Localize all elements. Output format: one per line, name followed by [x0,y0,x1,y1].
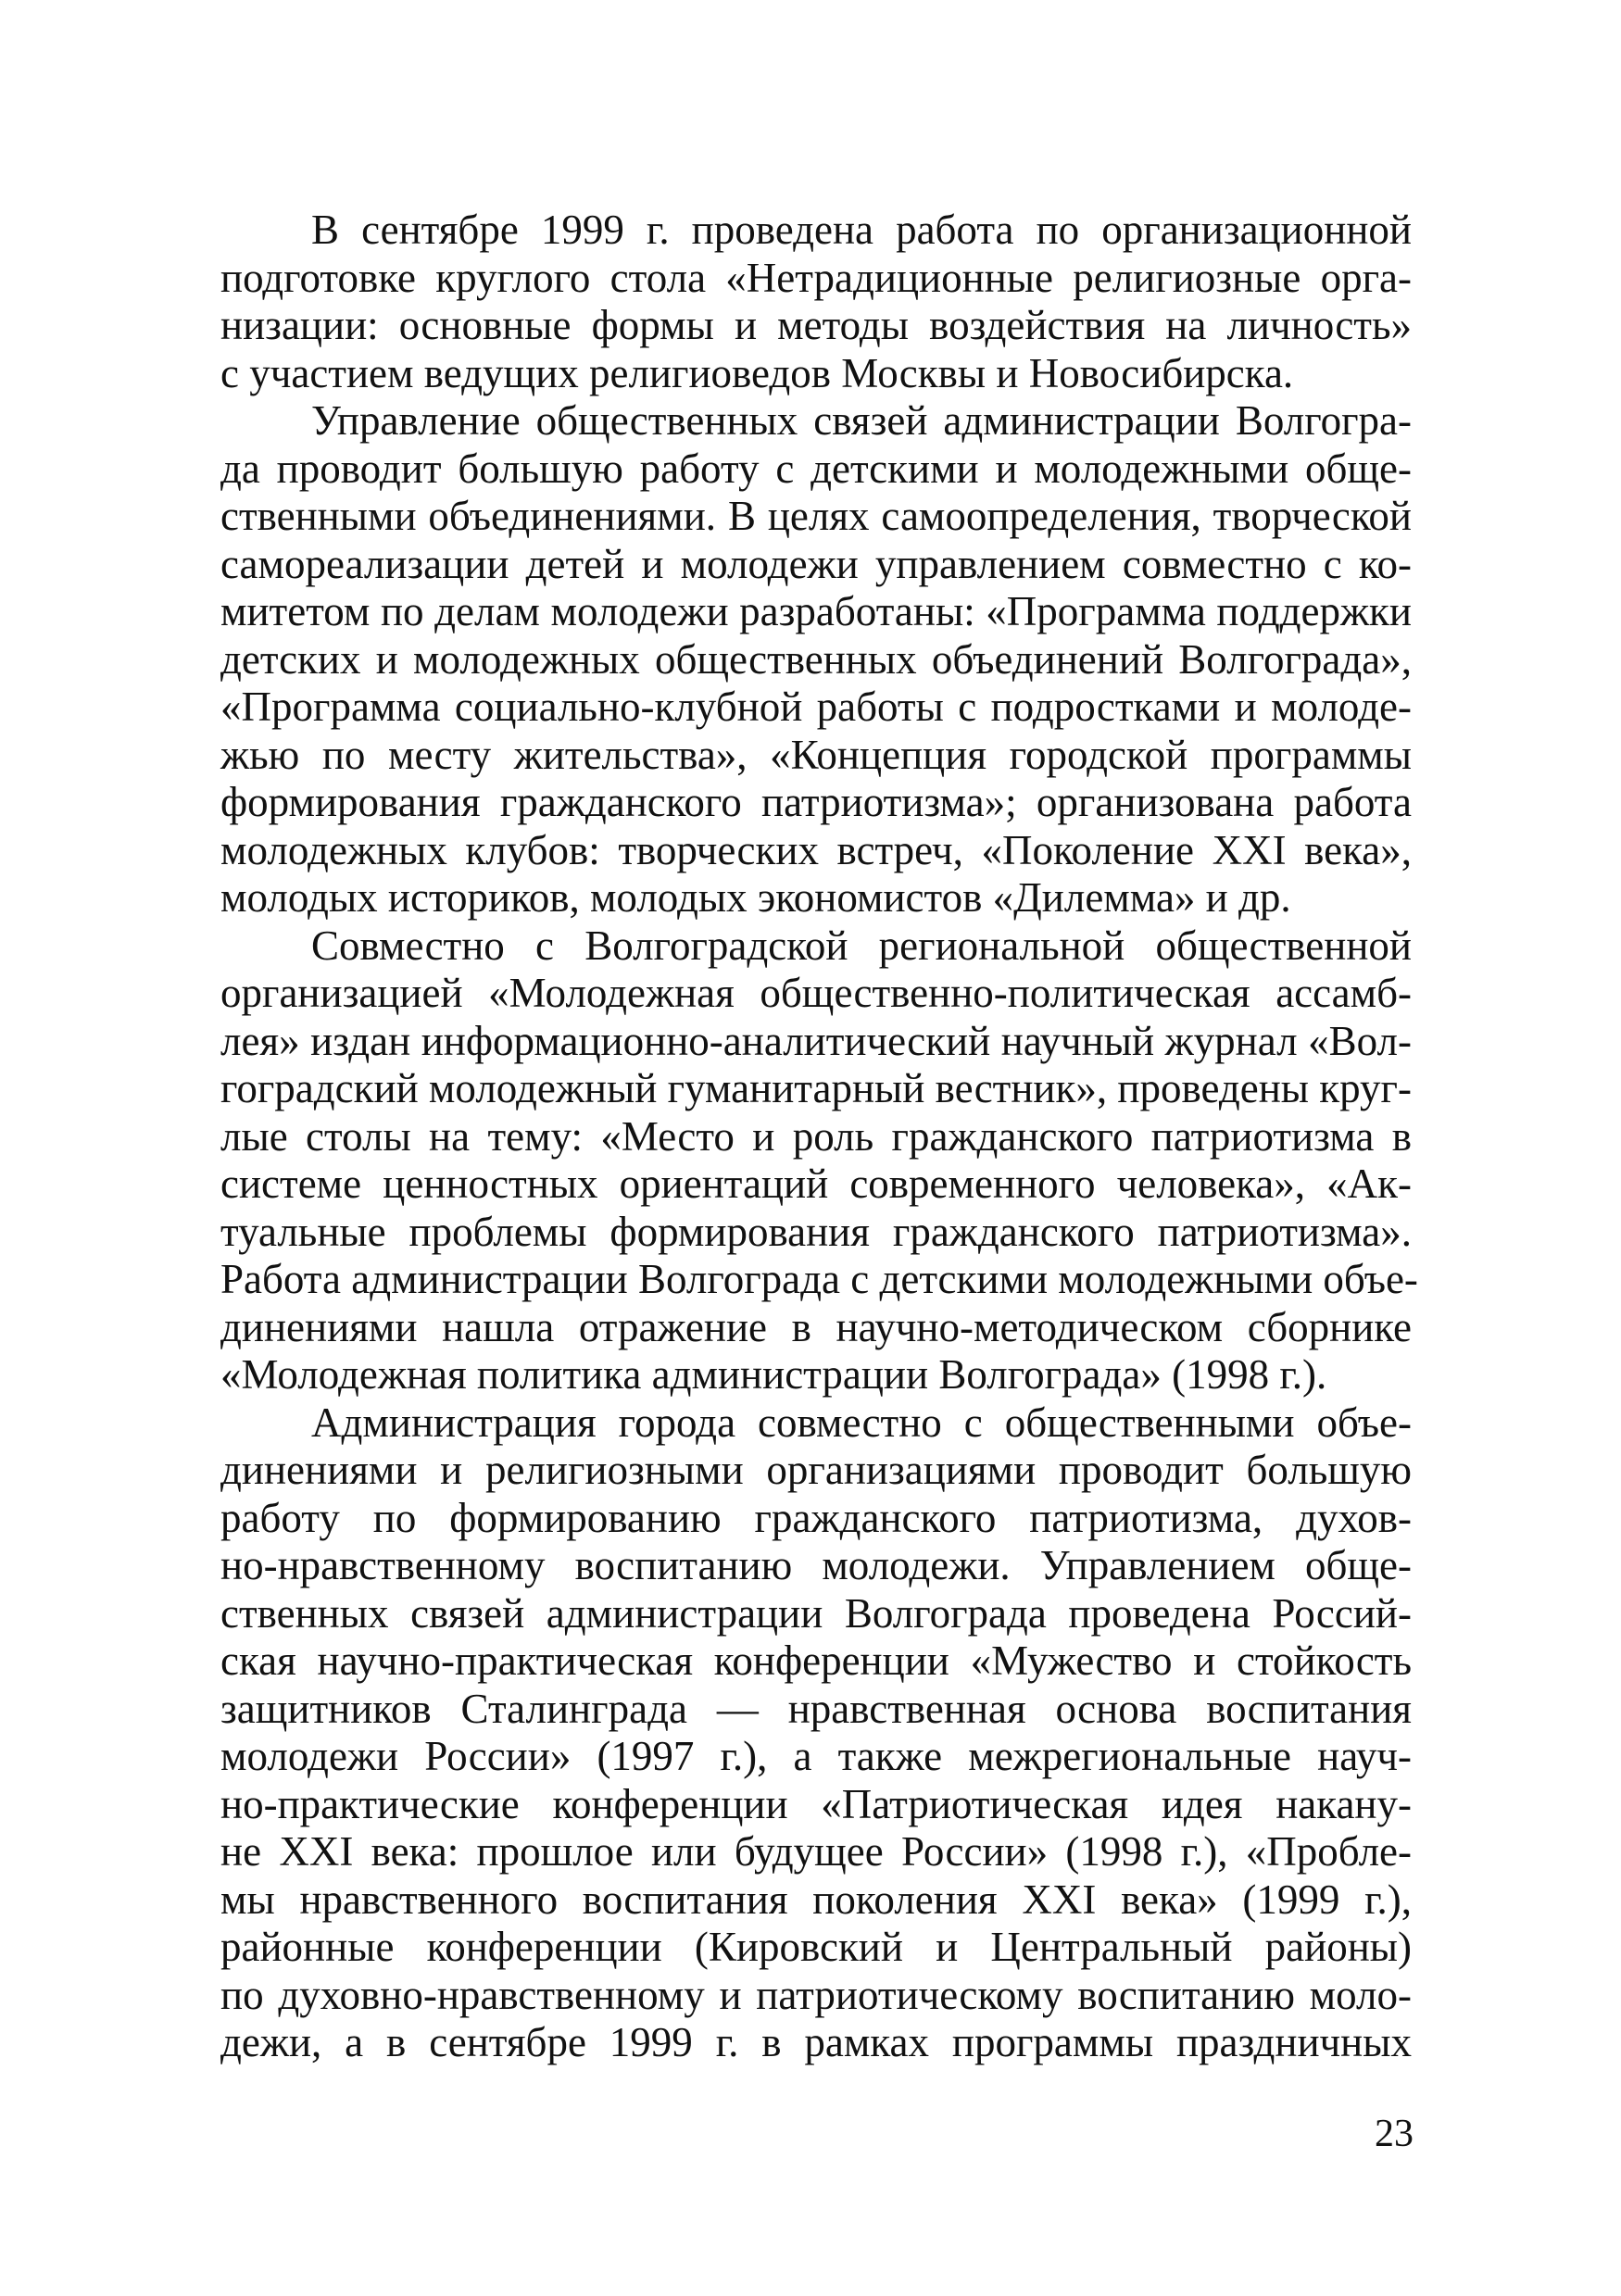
paragraph-4-line-1: Администрация города совместно с общественными объе- [311,1399,1412,1446]
paragraph-2-line-5: митетом по делам молодежи разработаны: «Программа поддержки [220,588,1412,634]
paragraph-3-line-6: системе ценностных ориентаций современного человека», «Ак- [220,1161,1412,1207]
paragraph-4-line-12: районные конференции (Кировский и Центральный районы) [220,1924,1412,1970]
paragraph-4-line-9: но-практические конференции «Патриотическая идея накану- [220,1780,1412,1827]
paragraph-2-line-2: да проводит большую работу с детскими и молодежными обще- [220,445,1412,492]
paragraph-4-line-8: молодежи России» (1997 г.), а также межрегиональные науч- [220,1733,1412,1779]
paragraph-2-line-6: детских и молодежных общественных объединений Волгограда», [220,635,1412,683]
body-text [220,207,1418,2067]
paragraph-3-line-2: организацией «Молодежная общественно-политическая ассамб- [220,970,1412,1016]
paragraph-2-line-7: «Программа социально-клубной работы с подростками и молоде- [220,684,1412,730]
paragraph-4-line-5: ственных связей администрации Волгограда проведена Россий- [220,1589,1412,1637]
paragraph-2-line-1: Управление общественных связей администрации Волгогра- [311,397,1412,444]
paragraph-4-line-2: динениями и религиозными организациями проводит большую [220,1447,1412,1493]
paragraph-4-line-4: но-нравственному воспитанию молодежи. Управлением обще- [220,1542,1412,1588]
paragraph-4-line-13: по духовно-нравственному и патриотическому воспитанию моло- [220,1971,1412,2018]
page-number: 23 [1375,2113,1414,2155]
paragraph-1-line-4: с участием ведущих религиоведов Москвы и Новосибирска. [220,349,1294,396]
paragraph-2-line-9: формирования гражданского патриотизма»; организована работа [220,779,1412,825]
paragraph-4-line-6: ская научно-практическая конференции «Мужество и стойкость [220,1637,1412,1684]
paragraph-4-line-11: мы нравственного воспитания поколения XXI века» (1999 г.), [220,1876,1412,1923]
paragraph-2-line-10: молодежных клубов: творческих встреч, «Поколение XXI века», [220,826,1412,873]
paragraph-2-line-4: самореализации детей и молодежи управлением совместно с ко- [220,540,1412,587]
paragraph-2-line-11: молодых историков, молодых экономистов «Дилемма» и др. [220,874,1291,921]
paragraph-3-line-5: лые столы на тему: «Место и роль гражданского патриотизма в [220,1112,1412,1160]
paragraph-4-line-3: работу по формированию гражданского патриотизма, духов- [220,1494,1412,1541]
paragraph-3-line-8: Работа администрации Волгограда с детскими молодежными объе- [220,1256,1418,1302]
paragraph-2-line-3: ственными объединениями. В целях самоопределения, творческой [220,493,1412,539]
paragraph-3-line-1: Совместно с Волгоградской региональной общественной [311,922,1412,969]
paragraph-1-line-1: В сентябре 1999 г. проведена работа по организационной [311,207,1412,253]
paragraph-4-line-7: защитников Сталинграда — нравственная основа воспитания [220,1685,1412,1732]
paragraph-3-line-9: динениями нашла отражение в научно-методическом сборнике [220,1303,1412,1350]
paragraph-3-line-3: лея» издан информационно-аналитический научный журнал «Вол- [220,1017,1412,1064]
paragraph-1-line-3: низации: основные формы и методы воздействия на личность» [220,302,1412,348]
paragraph-3-line-10: «Молодежная политика администрации Волгограда» (1998 г.). [220,1351,1327,1398]
paragraph-4-line-10: не XXI века: прошлое или будущее России» (1998 г.), «Пробле- [220,1828,1412,1875]
paragraph-3-line-7: туальные проблемы формирования гражданского патриотизма». [220,1208,1412,1255]
paragraph-3-line-4: гоградский молодежный гуманитарный вестник», проведены круг- [220,1065,1412,1111]
paragraph-1-line-2: подготовке круглого стола «Нетрадиционные религиозные орга- [220,254,1412,301]
paragraph-4-line-14: дежи, а в сентябре 1999 г. в рамках программы праздничных [220,2019,1412,2065]
paragraph-2-line-8: жью по месту жительства», «Концепция городской программы [220,731,1412,778]
